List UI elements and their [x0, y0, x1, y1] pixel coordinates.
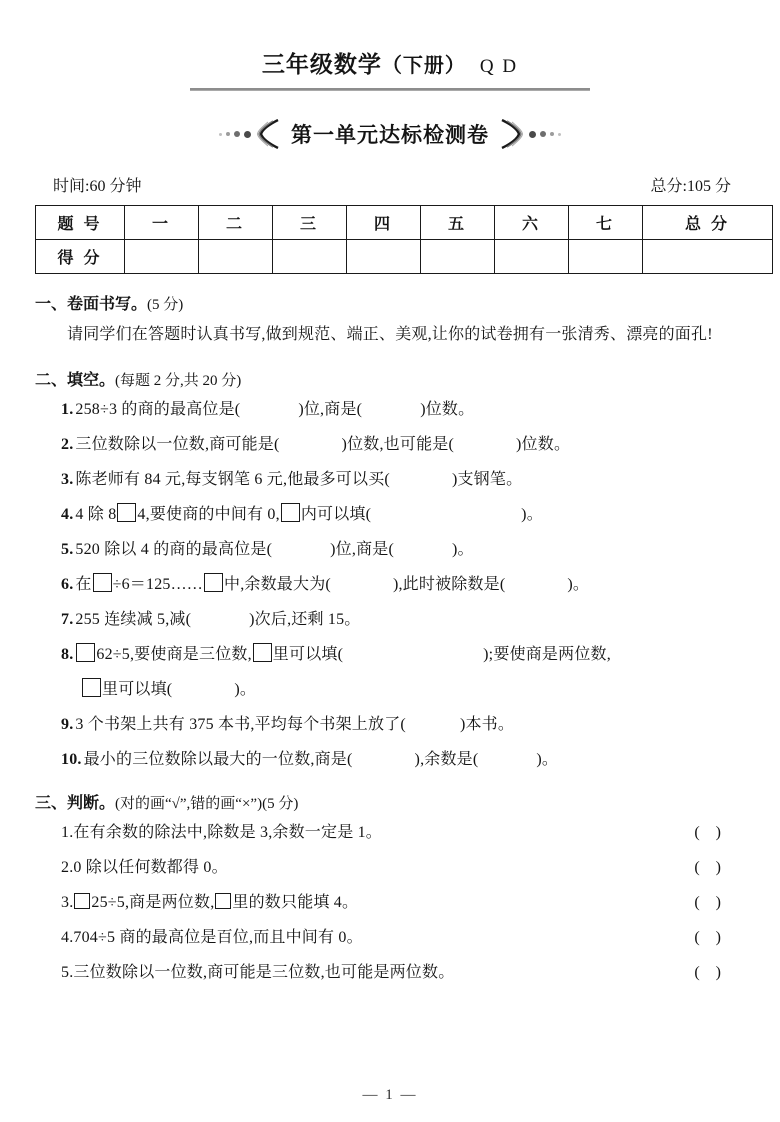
fill-question-3	[35, 464, 745, 495]
fill-question-7	[35, 604, 745, 635]
fill-question-2	[35, 429, 745, 460]
banner-title: 第一单元达标检测卷	[291, 123, 489, 147]
question-number: 7.	[61, 611, 74, 628]
title-volume: （下册）	[381, 55, 466, 77]
question-text: 0 除以任何数都得 0。	[73, 859, 228, 876]
digit-box[interactable]	[82, 678, 101, 697]
digit-box[interactable]	[281, 503, 300, 522]
table-row	[36, 240, 773, 274]
question-text: 4 除 8	[75, 506, 117, 523]
question-text: )位数。	[516, 436, 571, 453]
question-text: 25÷5,商是两位数,	[91, 894, 215, 911]
question-text: )。	[521, 506, 543, 523]
time-limit: 时间:60 分钟	[53, 178, 142, 195]
question-number: 1.	[61, 824, 74, 841]
digit-box[interactable]	[74, 893, 90, 909]
fill-question-10	[35, 744, 745, 775]
section-2-title: 二、填空。	[35, 372, 116, 389]
section-heading-3	[35, 790, 745, 813]
col-header-3: 三	[273, 206, 347, 240]
question-number: 9.	[61, 716, 74, 733]
question-text: 中,余数最大为(	[224, 576, 331, 593]
answer-parens[interactable]: ( )	[694, 964, 727, 981]
truefalse-question-2	[35, 852, 745, 883]
answer-parens[interactable]: ( )	[694, 894, 727, 911]
digit-box[interactable]	[117, 503, 136, 522]
question-text: )。	[452, 541, 474, 558]
answer-parens[interactable]: ( )	[694, 859, 727, 876]
question-text: 258÷3 的商的最高位是(	[75, 401, 241, 418]
section-heading-1	[35, 291, 745, 314]
question-text: 62÷5,要使商是三位数,	[96, 646, 252, 663]
question-number: 3.	[61, 894, 74, 911]
section-1-title: 一、卷面书写。	[35, 296, 148, 313]
truefalse-question-1	[35, 817, 745, 848]
question-text: 内可以填(	[300, 506, 372, 523]
score-cell-1[interactable]	[125, 240, 199, 274]
question-text: 里可以填(	[272, 646, 344, 663]
question-text: 704÷5 商的最高位是百位,而且中间有 0。	[73, 929, 363, 946]
truefalse-question-5	[35, 957, 745, 988]
score-cell-7[interactable]	[569, 240, 643, 274]
digit-box[interactable]	[76, 643, 95, 662]
question-number: 6.	[61, 576, 74, 593]
question-number: 5.	[61, 964, 74, 981]
digit-box[interactable]	[93, 573, 112, 592]
question-text: )。	[234, 681, 257, 698]
question-number: 4.	[61, 929, 74, 946]
header-divider	[190, 88, 590, 91]
digit-box[interactable]	[204, 573, 223, 592]
truefalse-question-3	[35, 887, 745, 918]
question-number: 2.	[61, 859, 74, 876]
fill-question-1	[35, 394, 745, 425]
question-text: );要使商是两位数,	[483, 646, 611, 663]
page-footer: — 1 —	[362, 1087, 418, 1103]
answer-parens[interactable]: ( )	[694, 929, 727, 946]
question-number: 1.	[61, 401, 74, 418]
score-cell-4[interactable]	[347, 240, 421, 274]
answer-parens[interactable]: ( )	[694, 824, 727, 841]
fill-question-8-cont	[35, 674, 745, 705]
question-number: 3.	[61, 471, 74, 488]
question-number: 5.	[61, 541, 74, 558]
question-text: 三位数除以一位数,商可能是(	[75, 436, 280, 453]
question-text: )位,商是(	[330, 541, 394, 558]
question-text: 255 连续减 5,减(	[75, 611, 192, 628]
fill-question-8	[35, 639, 745, 670]
digit-box[interactable]	[215, 893, 231, 909]
question-text: 里可以填(	[102, 681, 173, 698]
question-text: )。	[567, 576, 590, 593]
title-code: Q D	[479, 56, 519, 77]
question-text: 在有余数的除法中,除数是 3,余数一定是 1。	[73, 824, 383, 841]
section-1-points: (5 分)	[147, 297, 184, 313]
exam-info	[35, 173, 745, 196]
col-header-total: 总 分	[643, 206, 773, 240]
col-header-6: 六	[495, 206, 569, 240]
question-number: 2.	[61, 436, 74, 453]
score-cell-5[interactable]	[421, 240, 495, 274]
banner-dots-right-icon	[529, 131, 561, 138]
section-3-points: (对的画“√”,错的画“×”)(5 分)	[115, 796, 299, 812]
score-cell-3[interactable]	[273, 240, 347, 274]
fill-question-4	[35, 499, 745, 530]
col-header-4: 四	[347, 206, 421, 240]
banner-chevron-right-icon	[498, 119, 524, 149]
total-score: 总分:105 分	[650, 178, 731, 195]
title-subject: 三年级数学	[261, 52, 382, 77]
question-number: 8.	[61, 646, 74, 663]
col-header-5: 五	[421, 206, 495, 240]
question-text: 陈老师有 84 元,每支钢笔 6 元,他最多可以买(	[75, 471, 390, 488]
question-text: 里的数只能填 4。	[232, 894, 359, 911]
digit-box[interactable]	[253, 643, 272, 662]
score-cell-6[interactable]	[495, 240, 569, 274]
banner-chevron-left-icon	[256, 119, 282, 149]
score-cell-2[interactable]	[199, 240, 273, 274]
section-3-title: 三、判断。	[35, 795, 116, 812]
col-header-2: 二	[199, 206, 273, 240]
question-text: 最小的三位数除以最大的一位数,商是(	[83, 751, 353, 768]
question-text: )支钢笔。	[451, 471, 523, 488]
question-text: )位数,也可能是(	[341, 436, 455, 453]
question-number: 4.	[61, 506, 74, 523]
fill-question-5	[35, 534, 745, 565]
question-text: ÷6＝125……	[112, 576, 203, 593]
question-text: 4,要使商的中间有 0,	[137, 506, 280, 523]
question-text: )。	[536, 751, 559, 768]
question-number: 10.	[61, 751, 82, 768]
question-text: ),余数是(	[414, 751, 479, 768]
question-text: 520 除以 4 的商的最高位是(	[75, 541, 273, 558]
row-label-question-no: 题 号	[36, 206, 125, 240]
question-text: 在	[75, 576, 92, 593]
question-text: )次后,还剩 15。	[249, 611, 361, 628]
score-table	[35, 205, 773, 274]
unit-banner	[35, 117, 745, 151]
row-label-score: 得 分	[36, 240, 125, 274]
col-header-7: 七	[569, 206, 643, 240]
question-text: ),此时被除数是(	[392, 576, 506, 593]
section-1-paragraph: 请同学们在答题时认真书写,做到规范、端正、美观,让你的试卷拥有一张清秀、漂亮的面孔!	[67, 326, 713, 343]
score-cell-total[interactable]	[643, 240, 773, 274]
col-header-1: 一	[125, 206, 199, 240]
question-text: )位,商是(	[298, 401, 363, 418]
page-title	[35, 46, 745, 79]
question-text: 3 个书架上共有 375 本书,平均每个书架上放了(	[75, 716, 406, 733]
table-row	[36, 206, 773, 240]
section-heading-2	[35, 367, 745, 390]
question-text: )位数。	[420, 401, 475, 418]
truefalse-question-4	[35, 922, 745, 953]
document-header	[35, 0, 745, 91]
question-text: 三位数除以一位数,商可能是三位数,也可能是两位数。	[73, 964, 455, 981]
fill-question-9	[35, 709, 745, 740]
banner-dots-left-icon	[219, 131, 251, 138]
question-text: )本书。	[459, 716, 515, 733]
section-2-points: (每题 2 分,共 20 分)	[115, 373, 242, 389]
fill-question-6	[35, 569, 745, 600]
